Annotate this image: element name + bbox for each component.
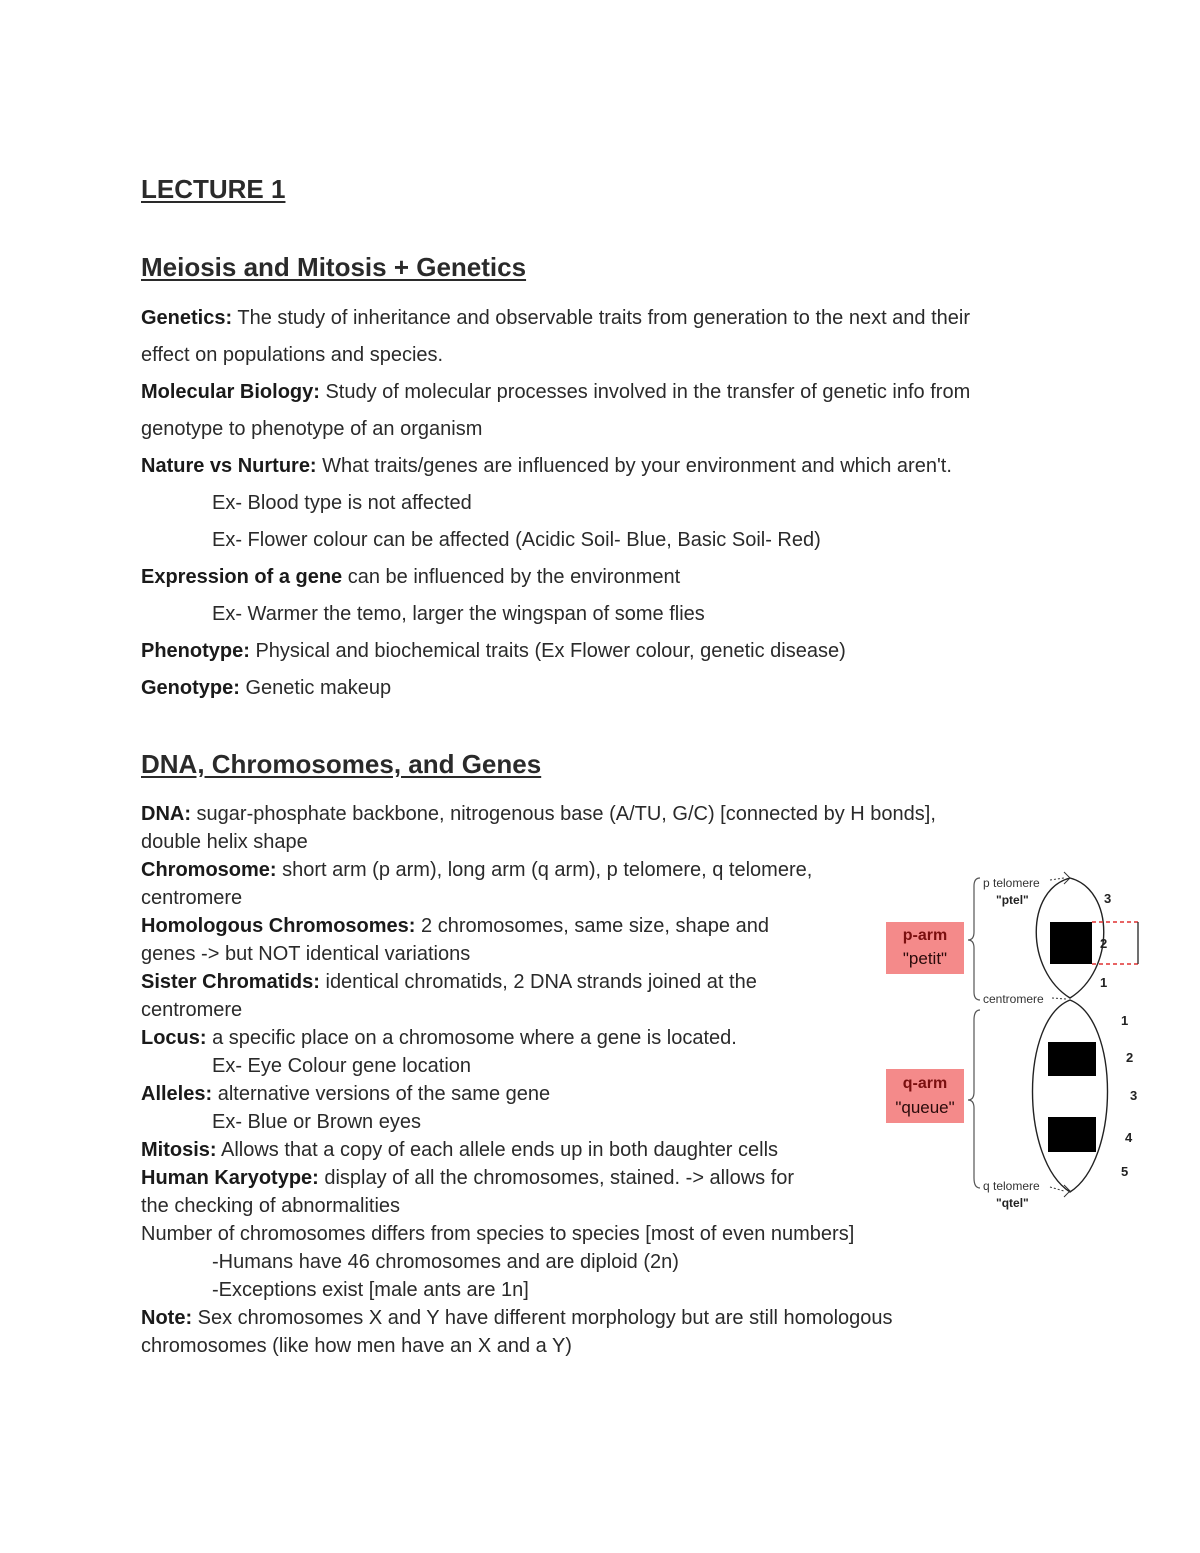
p-arm-text: p-arm bbox=[902, 927, 948, 944]
def-homologous: Homologous Chromosomes: 2 chromosomes, same size, shape and bbox=[141, 915, 769, 937]
q-band-number: 3 bbox=[1130, 1088, 1138, 1103]
lecture-title: LECTURE 1 bbox=[141, 174, 286, 204]
q-arm-shape bbox=[1033, 1000, 1108, 1192]
p-band-number: 3 bbox=[1104, 891, 1112, 906]
def-homologous-cont: genes -> but NOT identical variations bbox=[141, 943, 471, 965]
queue-text: "queue" bbox=[895, 1098, 955, 1117]
exceptions-note: -Exceptions exist [male ants are 1n] bbox=[212, 1279, 529, 1301]
p-band-2-block bbox=[1050, 922, 1092, 964]
chromosome-number-note: Number of chromosomes differs from species to species [most of even numbers] bbox=[141, 1223, 855, 1245]
p-band-number: 2 bbox=[1100, 936, 1108, 951]
q-telomere-label: q telomere bbox=[983, 1179, 1040, 1193]
example-temperature: Ex- Warmer the temo, larger the wingspan of some flies bbox=[212, 603, 705, 625]
def-chromosome-cont: centromere bbox=[141, 887, 243, 909]
def-note: Note: Sex chromosomes X and Y have different morphology but are still homologous bbox=[141, 1307, 893, 1329]
p-arm-brace bbox=[968, 878, 980, 1000]
def-nature-vs-nurture: Nature vs Nurture: What traits/genes are influenced by your environment and which aren't. bbox=[141, 455, 952, 477]
qtel-label: "qtel" bbox=[996, 1196, 1029, 1210]
example-eyes: Ex- Blue or Brown eyes bbox=[212, 1111, 421, 1133]
q-band-4-block bbox=[1048, 1117, 1096, 1152]
def-sister-chromatids: Sister Chromatids: identical chromatids, 2 DNA strands joined at the bbox=[141, 971, 757, 993]
def-locus: Locus: a specific place on a chromosome where a gene is located. bbox=[141, 1027, 737, 1049]
p-arm-shape bbox=[1036, 878, 1104, 998]
example-blood-type: Ex- Blood type is not affected bbox=[212, 492, 472, 514]
humans-note: -Humans have 46 chromosomes and are diploid (2n) bbox=[212, 1251, 679, 1273]
example-flower-colour: Ex- Flower colour can be affected (Acidic Soil- Blue, Basic Soil- Red) bbox=[212, 529, 821, 551]
q-band-number: 4 bbox=[1125, 1130, 1133, 1145]
example-eye-colour: Ex- Eye Colour gene location bbox=[212, 1055, 472, 1077]
q-band-number: 5 bbox=[1121, 1164, 1129, 1179]
def-phenotype: Phenotype: Physical and biochemical traits (Ex Flower colour, genetic disease) bbox=[141, 640, 846, 662]
ptel-label: "ptel" bbox=[996, 893, 1029, 907]
def-karyotype-cont: the checking of abnormalities bbox=[141, 1195, 401, 1217]
def-chromosome: Chromosome: short arm (p arm), long arm (q arm), p telomere, q telomere, bbox=[141, 859, 813, 881]
def-dna: DNA: sugar-phosphate backbone, nitrogenous base (A/TU, G/C) [connected by H bonds], bbox=[141, 803, 936, 825]
def-genetics: Genetics: The study of inheritance and observable traits from generation to the next and their bbox=[141, 307, 971, 329]
def-mitosis: Mitosis: Allows that a copy of each allele ends up in both daughter cells bbox=[141, 1139, 779, 1161]
q-band-number: 1 bbox=[1121, 1013, 1129, 1028]
petit-text: "petit" bbox=[902, 949, 948, 968]
def-genotype: Genotype: Genetic makeup bbox=[141, 677, 392, 699]
def-expression: Expression of a gene can be influenced by the environment bbox=[141, 566, 681, 588]
def-sister-chromatids-cont: centromere bbox=[141, 999, 243, 1021]
def-alleles: Alleles: alternative versions of the same gene bbox=[141, 1083, 551, 1105]
centromere-label: centromere bbox=[983, 992, 1044, 1006]
def-genetics-cont: effect on populations and species. bbox=[141, 344, 444, 366]
section-heading-meiosis: Meiosis and Mitosis + Genetics bbox=[141, 252, 527, 282]
chromosome-diagram bbox=[880, 860, 1150, 1220]
p-telomere-label: p telomere bbox=[983, 876, 1040, 890]
section-heading-dna: DNA, Chromosomes, and Genes bbox=[141, 749, 542, 779]
q-arm-brace bbox=[968, 1010, 980, 1188]
def-molecular-biology: Molecular Biology: Study of molecular processes involved in the transfer of genetic info from bbox=[141, 381, 971, 403]
p-band-number: 1 bbox=[1100, 975, 1108, 990]
def-karyotype: Human Karyotype: display of all the chromosomes, stained. -> allows for bbox=[141, 1167, 795, 1189]
def-molecular-biology-cont: genotype to phenotype of an organism bbox=[141, 418, 483, 440]
q-arm-text: q-arm bbox=[902, 1075, 948, 1092]
section1-body bbox=[141, 300, 970, 707]
def-dna-cont: double helix shape bbox=[141, 831, 308, 853]
q-band-number: 2 bbox=[1126, 1050, 1134, 1065]
section2-body bbox=[141, 800, 936, 1360]
def-note-cont: chromosomes (like how men have an X and a Y) bbox=[141, 1335, 572, 1357]
q-band-2-block bbox=[1048, 1042, 1096, 1076]
